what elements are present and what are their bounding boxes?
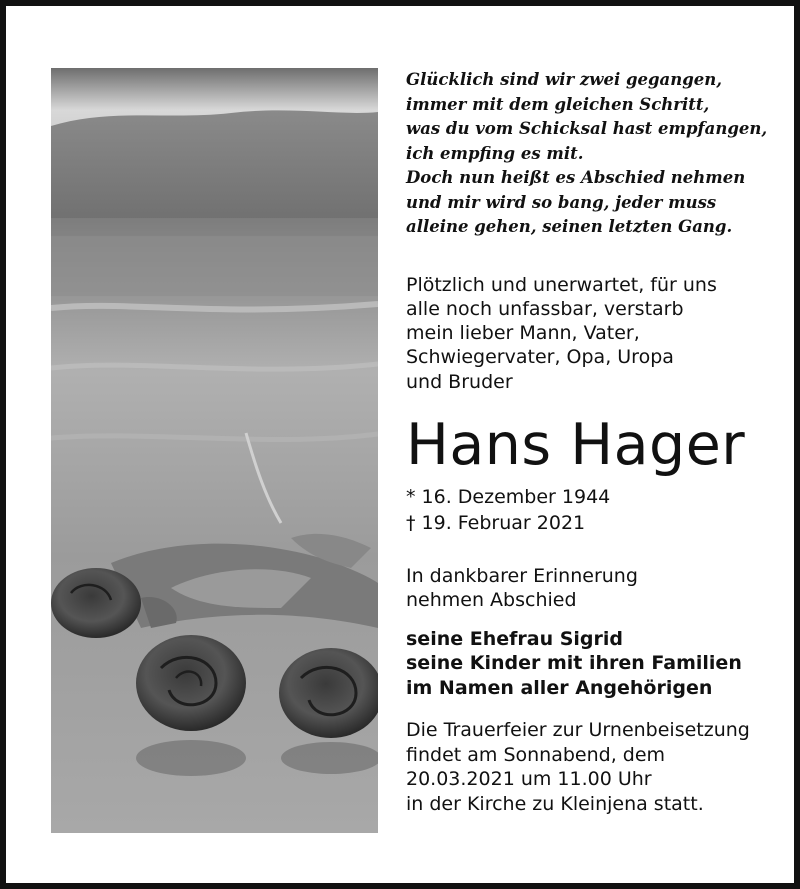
poem-line: Doch nun heißt es Abschied nehmen [406,168,746,187]
funeral-ceremony-info [406,718,791,816]
birth-date: * 16. Dezember 1944 [406,485,611,508]
ceremony-line: findet am Sonnabend, dem [406,743,666,766]
life-dates [406,484,791,536]
poem-line: und mir wird so bang, jeder muss [406,192,717,212]
poem-line: alleine gehen, seinen letzten Gang. [406,217,733,236]
gratitude-text [406,564,791,613]
mourner-line: seine Ehefrau Sigrid [406,627,624,650]
gratitude-line: In dankbarer Erinnerung [406,564,638,587]
intro-line: mein lieber Mann, Vater, [406,322,640,345]
mourners-list [406,627,791,701]
intro-line: Plötzlich und unerwartet, für uns [406,273,717,296]
poem [406,68,791,240]
poem-line: ich empfing es mit. [406,143,584,163]
intro-line: Schwiegervater, Opa, Uropa [406,346,674,369]
deceased-name: Hans Hager [406,411,746,478]
death-announcement-intro [406,273,791,394]
mourner-line: seine Kinder mit ihren Familien [406,652,742,675]
poem-line: was du vom Schicksal hast empfangen, [406,119,768,138]
roses-on-water-photo [51,68,378,833]
ceremony-line: Die Trauerfeier zur Urnenbeisetzung [406,719,750,742]
poem-line: Glücklich sind wir zwei gegangen, [406,70,723,89]
obituary-text-column [406,68,791,816]
intro-line: und Bruder [406,370,513,393]
intro-line: alle noch unfassbar, verstarb [406,297,684,320]
ceremony-line: 20.03.2021 um 11.00 Uhr [406,768,652,791]
poem-line: immer mit dem gleichen Schritt, [406,94,710,114]
ceremony-line: in der Kirche zu Kleinjena statt. [406,792,704,815]
gratitude-line: nehmen Abschied [406,589,577,612]
roses-on-water-image [51,68,378,833]
death-date: † 19. Februar 2021 [406,511,586,534]
mourner-line: im Namen aller Angehörigen [406,676,713,699]
